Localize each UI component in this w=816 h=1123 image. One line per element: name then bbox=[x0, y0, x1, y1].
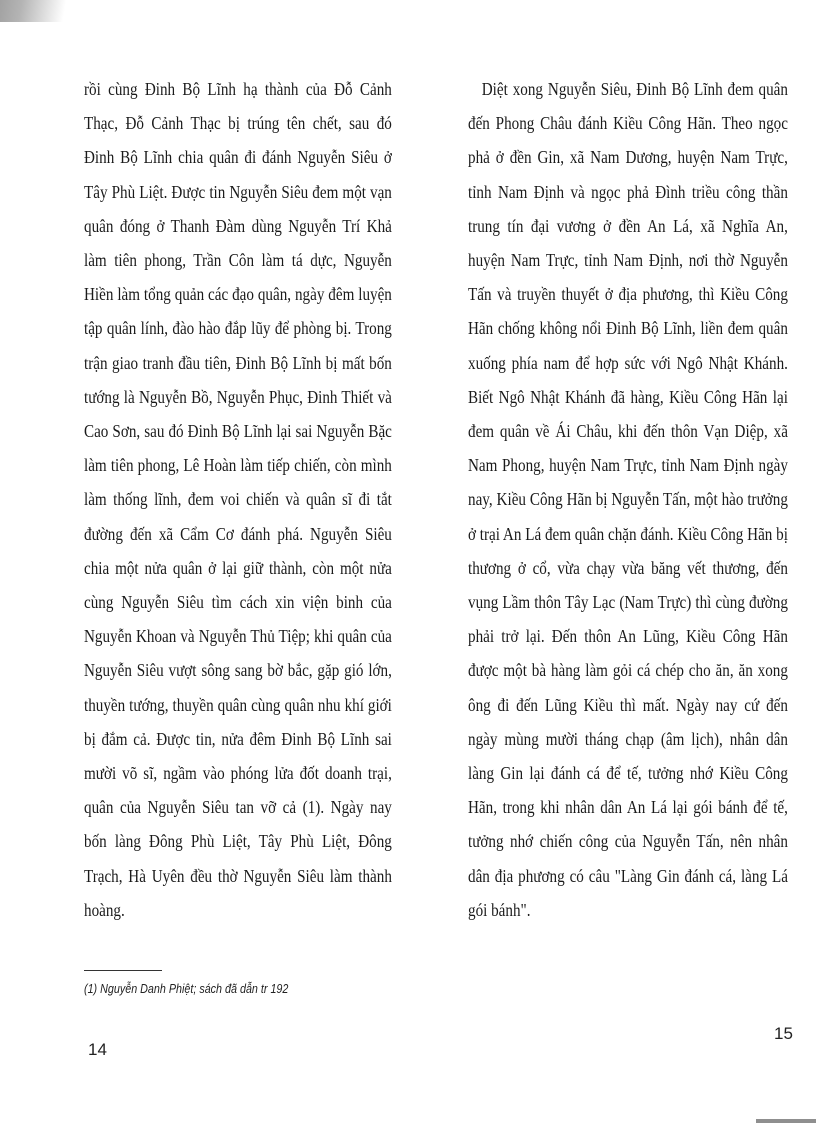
page-number-right: 15 bbox=[774, 1024, 793, 1043]
right-page-body: Diệt xong Nguyễn Siêu, Đinh Bộ Lĩnh đem quân đến Phong Châu đánh Kiều Công Hãn. Theo ngọc phả ở đền Gin, xã Nam Dương, huyện Nam Trực, tỉnh Nam Định và ngọc phả Đình triều công thần trung tín đại vương ở đền An Lá, xã Nghĩa An, huyện Nam Trực, tỉnh Nam Định, nơi thờ Nguyễn Tấn và truyền thuyết ở địa phương, thì Kiều Công Hãn chống không nổi Đinh Bộ Lĩnh, liền đem quân xuống phía nam để hợp sức với Ngô Nhật Khánh. Biết Ngô Nhật Khánh đã hàng, Kiều Công Hãn lại đem quân về Ái Châu, khi đến thôn Vạn Diệp, xã Nam Phong, huyện Nam Trực, tỉnh Nam Định ngày nay, Kiều Công Hãn bị Nguyễn Tấn, một hào trưởng ở trại An Lá đem quân chặn đánh. Kiều Công Hãn bị thương ở cổ, vừa chạy vừa băng vết thương, đến vụng Lầm thôn Tây Lạc (Nam Trực) thì cùng đường phải trở lại. Đến thôn An Lũng, Kiều Công Hãn được một bà hàng làm gỏi cá chép cho ăn, ăn xong ông đi đến Lũng Kiều thì mất. Ngày nay cứ đến ngày mùng mười tháng chạp (âm lịch), nhân dân làng Gin lại đánh cá để tế, tưởng nhớ Kiều Công Hãn, trong khi nhân dân An Lá lại gói bánh để tế, tưởng nhớ chiến công của Nguyễn Tấn, nên nhân dân địa phương có câu "Làng Gin đánh cá, làng Lá gói bánh". bbox=[468, 79, 788, 920]
right-page-column bbox=[468, 72, 788, 927]
footnote: (1) Nguyễn Danh Phiệt; sách đã dẫn tr 192 bbox=[84, 982, 289, 996]
page-number-left: 14 bbox=[88, 1040, 107, 1059]
left-page-column bbox=[84, 72, 392, 927]
footnote-rule bbox=[84, 970, 162, 971]
scan-shadow-top-left bbox=[0, 0, 70, 22]
left-page-body: rồi cùng Đinh Bộ Lĩnh hạ thành của Đỗ Cảnh Thạc, Đỗ Cảnh Thạc bị trúng tên chết, sau đó Đinh Bộ Lĩnh chia quân đi đánh Nguyễn Siêu ở Tây Phù Liệt. Được tin Nguyễn Siêu đem một vạn quân đóng ở Thanh Đàm dùng Nguyễn Trí Khả làm tiên phong, Trần Côn làm tá dực, Nguyễn Hiền làm tổng quản các đạo quân, ngày đêm luyện tập quân lính, đào hào đắp lũy để phòng bị. Trong trận giao tranh đầu tiên, Đinh Bộ Lĩnh bị mất bốn tướng là Nguyễn Bồ, Nguyễn Phục, Đinh Thiết và Cao Sơn, sau đó Đinh Bộ Lĩnh lại sai Nguyễn Bặc làm tiên phong, Lê Hoàn làm tiếp chiến, còn mình làm thống lĩnh, đem voi chiến và quân sĩ đi tắt đường đến xã Cẩm Cơ đánh phá. Nguyễn Siêu chia một nửa quân ở lại giữ thành, còn một nửa cùng Nguyễn Siêu tìm cách xin viện binh của Nguyễn Khoan và Nguyễn Thủ Tiệp; khi quân của Nguyễn Siêu vượt sông sang bờ bắc, gặp gió lớn, thuyền tướng, thuyền quân cùng quân nhu khí giới bị đắm cả. Được tin, nửa đêm Đinh Bộ Lĩnh sai mười võ sĩ, ngầm vào phóng lửa đốt doanh trại, quân của Nguyễn Siêu tan vỡ cả (1). Ngày nay bốn làng Đông Phù Liệt, Tây Phù Liệt, Đông Trạch, Hà Uyên đều thờ Nguyễn Siêu làm thành hoàng. bbox=[84, 79, 392, 920]
scan-shadow-bottom-right bbox=[756, 1119, 816, 1123]
